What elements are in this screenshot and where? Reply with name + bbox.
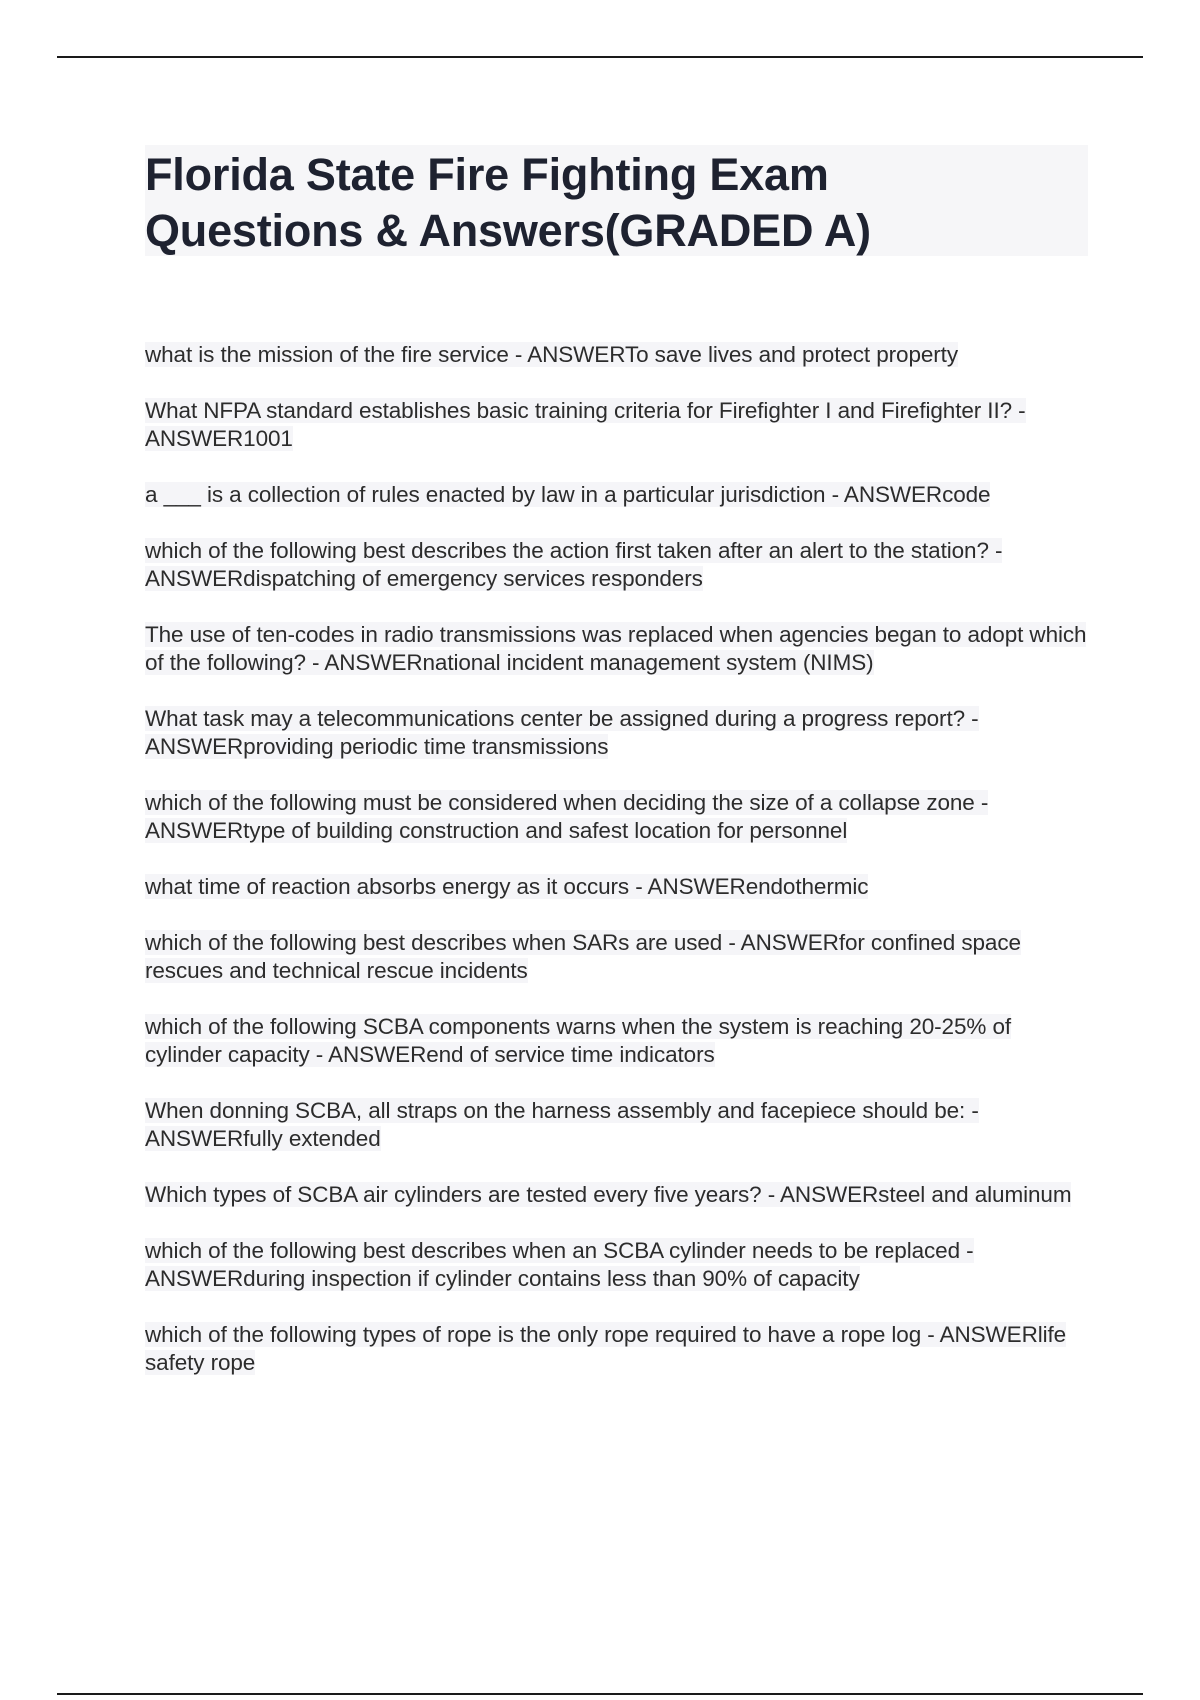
qa-text: what is the mission of the fire service - ANSWERTo save lives and protect property <box>145 342 958 367</box>
qa-text: What task may a telecommunications center be assigned during a progress report? - ANSWERproviding periodic time transmissions <box>145 706 979 759</box>
title-line-2: Questions & Answers(GRADED A) <box>145 205 871 256</box>
title-block <box>145 145 1088 256</box>
document-body <box>145 145 1088 1405</box>
qa-item <box>145 341 1088 369</box>
qa-item <box>145 705 1088 761</box>
document-title <box>145 145 1088 259</box>
qa-text: a ___ is a collection of rules enacted by law in a particular jurisdiction - ANSWERcode <box>145 482 991 507</box>
qa-text: which of the following best describes when SARs are used - ANSWERfor confined space rescues and technical rescue incidents <box>145 930 1021 983</box>
qa-text: Which types of SCBA air cylinders are tested every five years? - ANSWERsteel and aluminum <box>145 1182 1072 1207</box>
qa-text: what time of reaction absorbs energy as it occurs - ANSWERendothermic <box>145 874 869 899</box>
qa-list <box>145 341 1088 1377</box>
qa-item <box>145 621 1088 677</box>
qa-item <box>145 929 1088 985</box>
qa-item <box>145 789 1088 845</box>
qa-text: which of the following best describes the action first taken after an alert to the station? - ANSWERdispatching of emergency services responders <box>145 538 1003 591</box>
qa-text: When donning SCBA, all straps on the harness assembly and facepiece should be: - ANSWERfully extended <box>145 1098 979 1151</box>
qa-text: The use of ten-codes in radio transmissions was replaced when agencies began to adopt which of the following? - ANSWERnational incident management system (NIMS) <box>145 622 1087 675</box>
bottom-divider <box>57 1693 1143 1695</box>
top-divider <box>57 56 1143 58</box>
qa-item <box>145 873 1088 901</box>
qa-item <box>145 1181 1088 1209</box>
qa-text: which of the following types of rope is the only rope required to have a rope log - ANSWERlife safety rope <box>145 1322 1067 1375</box>
qa-text: which of the following must be considered when deciding the size of a collapse zone - ANSWERtype of building construction and safest location for personnel <box>145 790 989 843</box>
qa-item <box>145 1321 1088 1377</box>
qa-item <box>145 1013 1088 1069</box>
qa-text: What NFPA standard establishes basic training criteria for Firefighter I and Firefighter II? - ANSWER1001 <box>145 398 1026 451</box>
qa-item <box>145 537 1088 593</box>
qa-item <box>145 1237 1088 1293</box>
qa-item <box>145 481 1088 509</box>
qa-text: which of the following best describes when an SCBA cylinder needs to be replaced - ANSWERduring inspection if cylinder contains less than 90% of capacity <box>145 1238 974 1291</box>
title-line-1: Florida State Fire Fighting Exam <box>145 149 829 200</box>
qa-item <box>145 1097 1088 1153</box>
qa-text: which of the following SCBA components warns when the system is reaching 20-25% of cylinder capacity - ANSWERend of service time indicators <box>145 1014 1012 1067</box>
qa-item <box>145 397 1088 453</box>
